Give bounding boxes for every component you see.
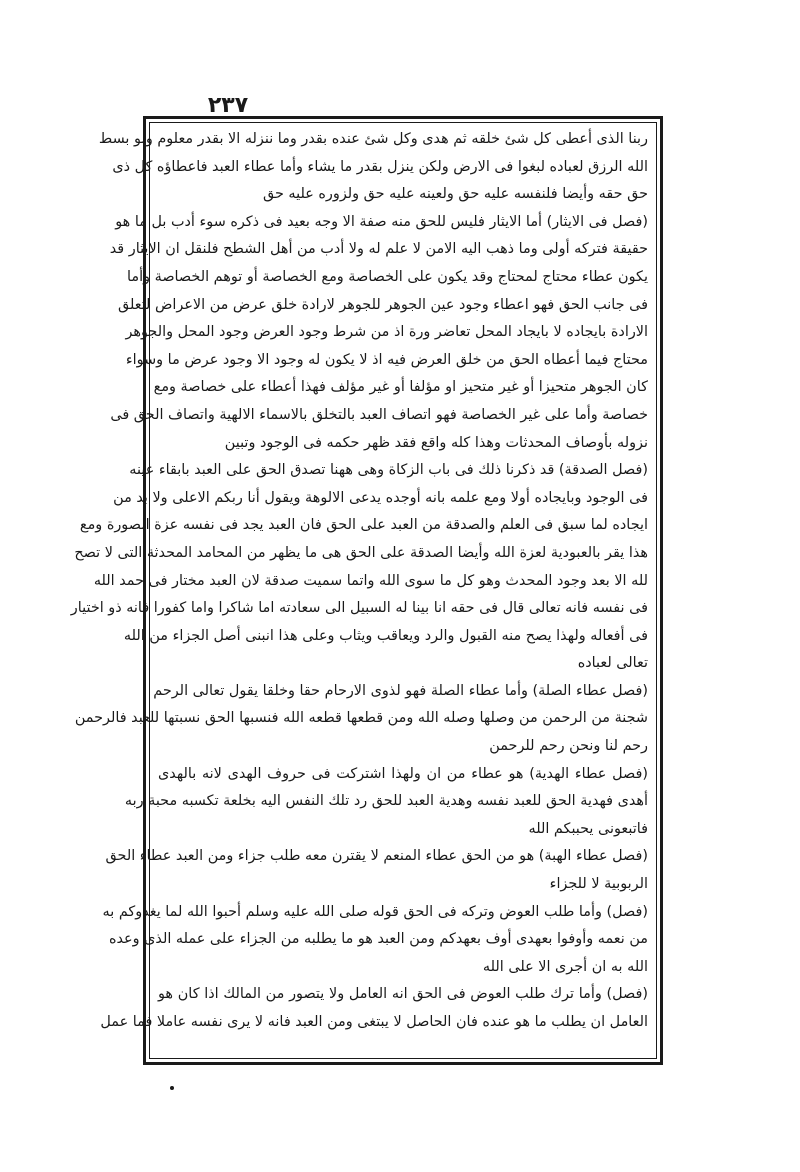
text-line: هذا يقر بالعبودية لعزة الله وأيضا الصدقة على الحق هى ما يظهر من المحامد المحدثة التى لا تصح — [74, 544, 648, 561]
text-line: خصاصة وأما على غير الخصاصة فهو اتصاف العبد بالتخلق بالاسماء الالهية واتصاف الحق فى — [110, 406, 648, 423]
text-line: محتاج فيما أعطاه الحق من خلق العرض فيه اذ لا يكون له وجود الا وجود عرض ما وسواء — [125, 351, 648, 368]
section-heading-line: (فصل) وأما طلب العوض وتركه فى الحق قوله صلى الله عليه وسلم أحبوا الله لما يغذوكم به — [102, 903, 648, 920]
text-line: فى أفعاله ولهذا يصح منه القبول والرد ويعاقب ويثاب وعلى هذا انبنى أصل الجزاء من الله — [123, 627, 648, 644]
text-line: الربوبية لا للجزاء — [549, 876, 648, 893]
text-line: من نعمه وأوفوا بعهدى أوف بعهدكم ومن العبد هو ما يطلبه من الجزاء على عمله الذى وعده — [108, 931, 648, 948]
section-heading-line: (فصل عطاء الصلة) وأما عطاء الصلة فهو لذوى الارحام حقا وخلقا يقول تعالى الرحم — [153, 682, 648, 699]
text-line: رحم لنا ونحن رحم للرحمن — [489, 738, 648, 755]
text-line: العامل ان يطلب ما هو عنده فان الحاصل لا يبتغى ومن العبد فانه لا يرى نفسه عاملا فما عمل — [100, 1014, 648, 1030]
section-heading-line: (فصل عطاء الهدية) هو عطاء من ان ولهذا اشتركت فى حروف الهدى لانه بالهدى — [158, 765, 648, 782]
text-line: ربنا الذى أعطى كل شئ خلقه ثم هدى وكل شئ عنده بقدر وما ننزله الا بقدر معلوم ولو بسط — [98, 131, 648, 147]
section-heading-line: (فصل عطاء الهبة) هو من الحق عطاء المنعم لا يقترن معه طلب جزاء ومن العبد عطاء الحق — [105, 848, 648, 865]
text-line: فى جانب الحق فهو اعطاء وجود عين الجوهر للجوهر لارادة خلق عرض من الاعراض لتعلق — [117, 296, 648, 313]
text-line: شجنة من الرحمن من وصلها وصله الله ومن قطعها قطعه الله فنسبها الحق نسبتها للعبد فالرحمن — [74, 710, 648, 727]
text-line: فى نفسه فانه تعالى قال فى حقه انا بينا له السبيل الى سعادته اما شاكرا واما كفورا فانه ذو اختيار — [70, 600, 648, 617]
section-heading-line: (فصل الصدقة) قد ذكرنا ذلك فى باب الزكاة وهى ههنا تصدق الحق على العبد بابقاء عينه — [129, 462, 648, 479]
text-line: لله الا بعد وجود المحدث وهو كل ما سوى الله واتما سميت صدقة لان العبد مختار فى حمد الله — [93, 572, 648, 589]
text-line: الله به ان أجرى الا على الله — [482, 958, 648, 975]
text-line: نزوله بأوصاف المحدثات وهذا كله واقع فقد ظهر حكمه فى الوجود وتبين — [224, 434, 648, 451]
text-line: الله الرزق لعباده لبغوا فى الارض ولكن ينزل بقدر ما يشاء وأما عطاء العبد فاعطاؤه كل ذى — [112, 158, 648, 175]
text-line: أهدى فهدية الحق للعبد نفسه وهدية العبد للحق رد تلك النفس اليه بخلعة تكسبه محبة ربه — [124, 793, 648, 810]
print-speck — [170, 1086, 174, 1090]
text-line: يكون عطاء محتاج لمحتاج وقد يكون على الخصاصة ومع الخصاصة أو توهم الخصاصة وأما — [127, 268, 648, 285]
section-heading-line: (فصل) وأما ترك طلب العوض فى الحق انه العامل ولا يتصور من المالك اذا كان هو — [158, 986, 648, 1003]
text-line: كان الجوهر متحيزا أو غير متحيز او مؤلفا أو غير مؤلف فهذا أعطاء على خصاصة ومع — [153, 379, 648, 396]
text-line: فاتبعونى يحببكم الله — [528, 820, 648, 837]
text-line: حق حقه وأيضا فلنفسه عليه حق ولعينه عليه حق ولزوره عليه حق — [262, 186, 648, 203]
page-number: ٢٣٧ — [207, 93, 249, 118]
section-heading-line: (فصل فى الايثار) أما الايثار فليس للحق منه صفة الا وجه بعيد فى ذكره سوء أدب بل ما هو — [115, 213, 648, 230]
text-line: فى الوجود وبايجاده أولا ومع علمه بانه أوجده يدعى الالوهة ويقول أنا ربكم الاعلى ولا بد من — [113, 489, 648, 506]
text-line: تعالى لعباده — [577, 655, 648, 672]
text-line: الارادة بايجاده لا بايجاد المحل تعاضر ورة اذ من شرط وجود العرض وجود المحل والجوهر — [125, 324, 648, 341]
body-text — [70, 126, 648, 1054]
text-line: ايجاده لما سبق فى العلم والصدقة من العبد على الحق فان العبد يجد فى نفسه عزة الصورة ومع — [79, 517, 648, 534]
text-line: حقيقة فتركه أولى وما ذهب اليه الامن لا علم له ولا أدب من أهل الشطح فلنقل ان الايثار قد — [109, 241, 648, 258]
